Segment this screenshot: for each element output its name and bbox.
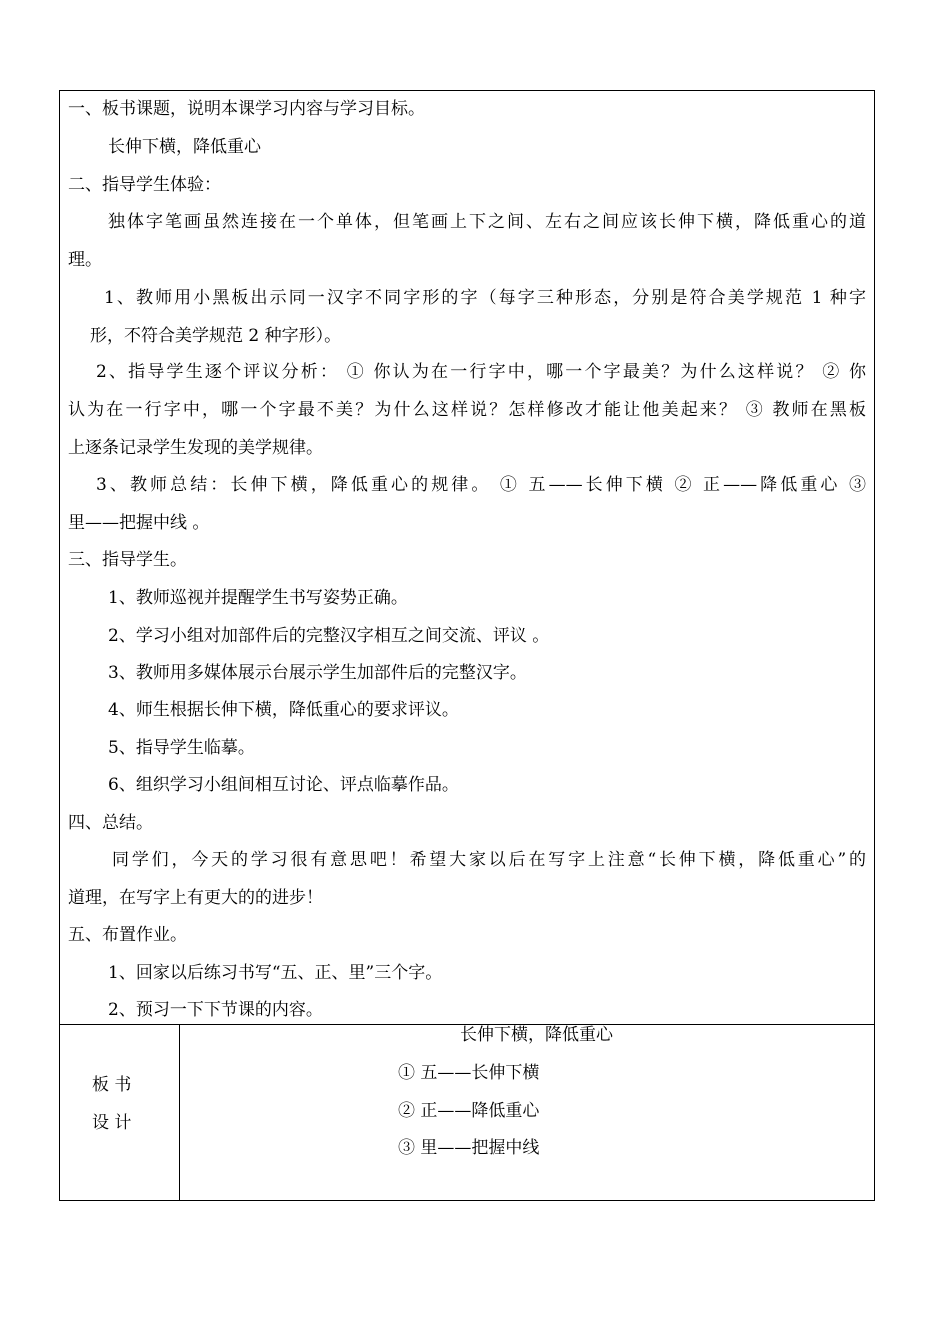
board-design-label-cell: [60, 1025, 180, 1200]
section-3-item: 5、指导学生临摹。: [108, 738, 255, 758]
section-1-heading: 一、板书课题，说明本课学习内容与学习目标。: [68, 99, 425, 119]
section-3-item: 3、教师用多媒体展示台展示学生加部件后的完整汉字。: [108, 663, 527, 683]
section-4-text: 同学们，今天的学习很有意思吧！希望大家以后在写字上注意“长伸下横，降低重心”的: [112, 850, 866, 870]
board-point: ② 正——降低重心: [398, 1101, 540, 1121]
section-3-item: 2、学习小组对加部件后的完整汉字相互之间交流、评议 。: [108, 626, 550, 646]
section-5-heading: 五、布置作业。: [68, 925, 187, 945]
section-3-item: 1、教师巡视并提醒学生书写姿势正确。: [108, 588, 408, 608]
lesson-topic: 长伸下横，降低重心: [108, 137, 261, 157]
section-2-item-2-cont2: 上逐条记录学生发现的美学规律。: [68, 438, 323, 458]
section-4-text-cont: 道理，在写字上有更大的的进步！: [68, 888, 323, 908]
lesson-plan-table: [59, 90, 875, 1201]
section-2-item-3-cont: 里——把握中线 。: [68, 513, 210, 533]
board-design-label-top: 板 书: [92, 1075, 132, 1095]
section-2-intro: 独体字笔画虽然连接在一个单体，但笔画上下之间、左右之间应该长伸下横，降低重心的道: [108, 212, 866, 232]
board-design-content-cell: [180, 1025, 874, 1200]
section-2-item-1-cont: 形，不符合美学规范 2 种字形）。: [90, 326, 342, 346]
section-2-item-2: 2、指导学生逐个评议分析： ① 你认为在一行字中，哪一个字最美？为什么这样说？ ② 你: [96, 362, 866, 382]
section-2-intro-cont: 理。: [68, 250, 102, 270]
section-2-item-1: 1、教师用小黑板出示同一汉字不同字形的字（每字三种形态，分别是符合美学规范 1 种字: [104, 288, 866, 308]
section-2-item-3: 3、教师总结：长伸下横，降低重心的规律。 ① 五——长伸下横 ② 正——降低重心 ③: [96, 475, 866, 495]
section-5-item: 2、预习一下下节课的内容。: [108, 1000, 323, 1020]
board-title: 长伸下横，降低重心: [460, 1025, 613, 1045]
section-3-item: 6、组织学习小组间相互讨论、评点临摹作品。: [108, 775, 459, 795]
board-design-label-bottom: 设 计: [92, 1113, 132, 1133]
board-point: ① 五——长伸下横: [398, 1063, 540, 1083]
section-3-heading: 三、指导学生。: [68, 550, 187, 570]
section-5-item: 1、回家以后练习书写“五、正、里”三个字。: [108, 963, 443, 983]
section-2-item-2-cont: 认为在一行字中，哪一个字最不美？为什么这样说？怎样修改才能让他美起来？ ③ 教师在黑板: [68, 400, 866, 420]
section-3-item: 4、师生根据长伸下横，降低重心的要求评议。: [108, 700, 459, 720]
section-2-heading: 二、指导学生体验：: [68, 175, 221, 195]
section-4-heading: 四、总结。: [68, 813, 153, 833]
teaching-process-cell: [60, 91, 874, 1025]
board-point: ③ 里——把握中线: [398, 1138, 540, 1158]
